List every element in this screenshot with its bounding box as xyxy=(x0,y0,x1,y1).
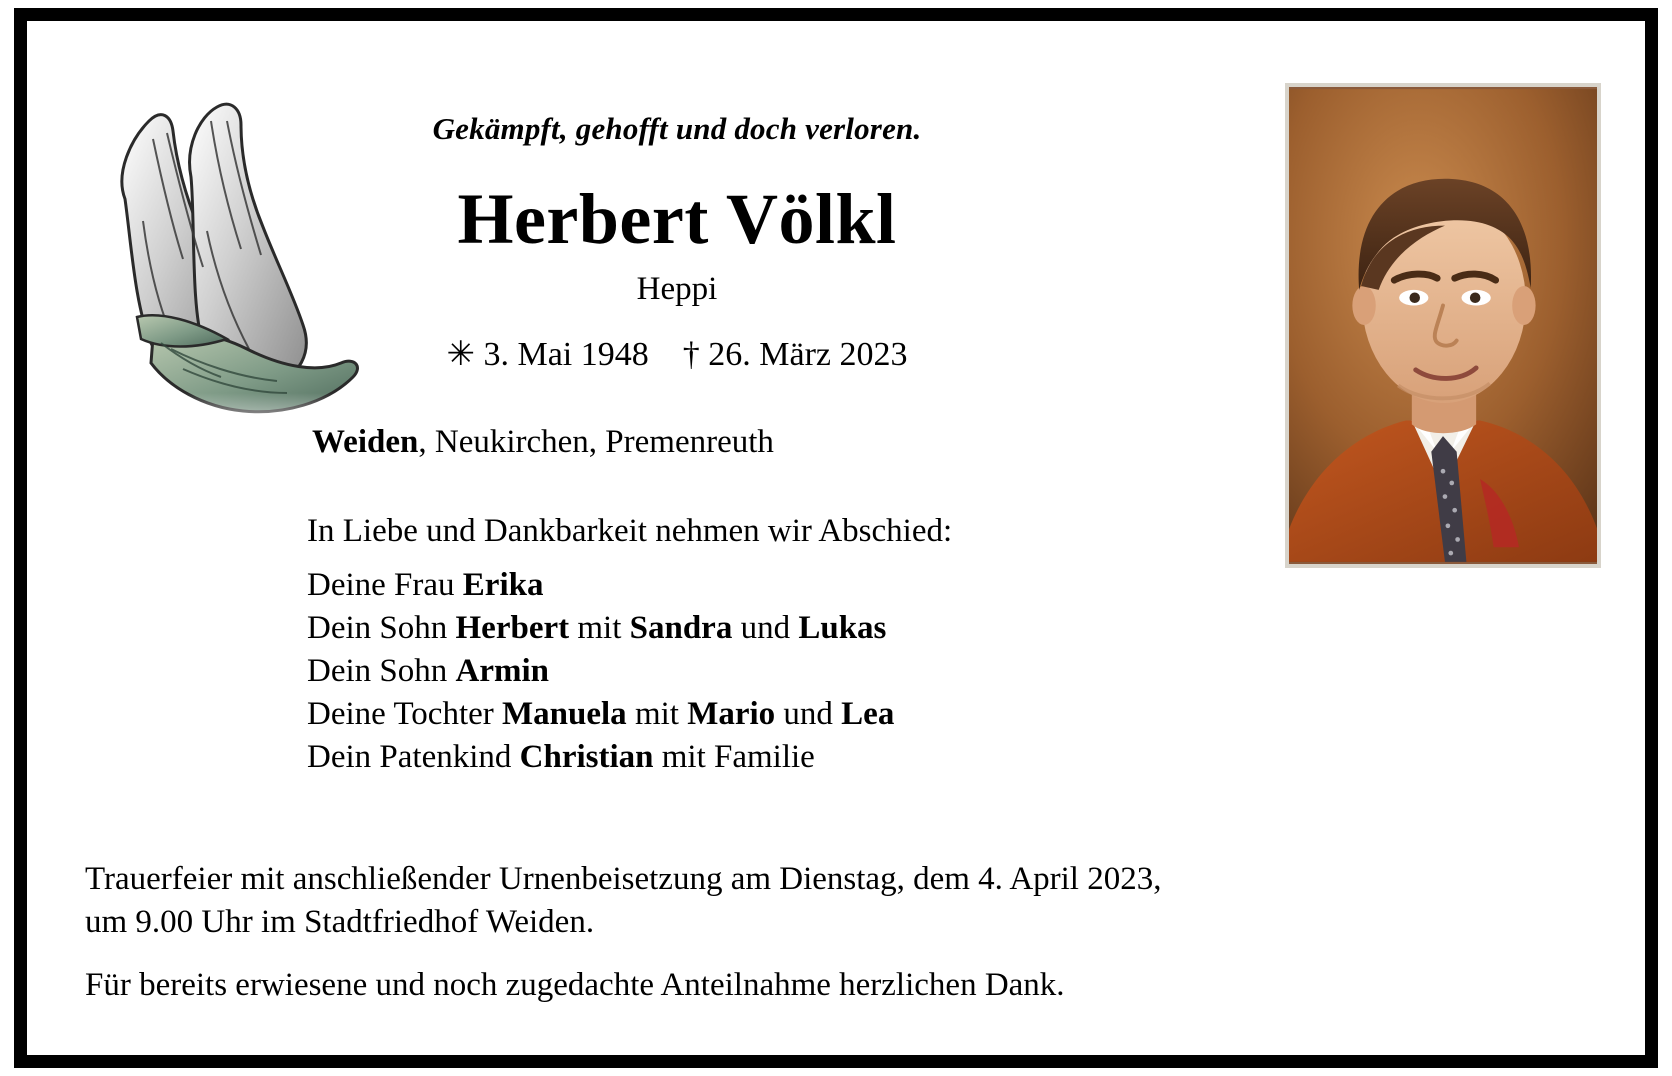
family-conj: und xyxy=(732,609,799,646)
family-name: Christian xyxy=(519,738,654,775)
family-prefix: Deine Tochter xyxy=(307,695,503,732)
family-list xyxy=(57,564,1197,778)
mourning-border xyxy=(14,8,1658,1068)
family-prefix: Dein Sohn xyxy=(307,609,456,646)
list-item xyxy=(307,736,1197,779)
family-name2: Sandra xyxy=(629,609,733,646)
family-name: Manuela xyxy=(502,695,627,732)
family-name2: Mario xyxy=(687,695,776,732)
service-details xyxy=(85,858,1593,1007)
family-name: Armin xyxy=(455,652,549,689)
list-item xyxy=(307,693,1197,736)
notice-content xyxy=(57,43,1623,1037)
list-item xyxy=(307,564,1197,607)
life-dates: ✳ 3. Mai 1948 † 26. März 2023 xyxy=(446,336,908,373)
deceased-nickname: Heppi xyxy=(636,271,718,307)
thanks-line: Für bereits erwiesene und noch zugedachte Anteilnahme herzlichen Dank. xyxy=(85,967,1065,1004)
family-name: Herbert xyxy=(455,609,570,646)
family-name3: Lea xyxy=(841,695,895,732)
motto-line: Gekämpft, gehofft und doch verloren. xyxy=(432,111,922,146)
family-middle: mit xyxy=(626,695,688,732)
family-prefix: Dein Sohn xyxy=(307,652,456,689)
family-prefix: Deine Frau xyxy=(307,567,463,603)
family-middle: mit xyxy=(569,609,630,646)
family-name3: Lukas xyxy=(798,609,887,646)
places-rest: , Neukirchen, Premenreuth xyxy=(418,424,774,460)
spacer xyxy=(85,944,1593,964)
portrait-photo xyxy=(1285,83,1601,568)
places-line xyxy=(57,424,1197,461)
service-line-2: um 9.00 Uhr im Stadtfriedhof Weiden. xyxy=(85,904,595,941)
deceased-name: Herbert Völkl xyxy=(457,179,897,259)
family-conj: und xyxy=(775,695,842,732)
place-primary: Weiden xyxy=(312,424,419,460)
service-line-1: Trauerfeier mit anschließender Urnenbeisetzung am Dienstag, dem 4. April 2023, xyxy=(85,861,1162,898)
notice-text-column xyxy=(57,43,1197,778)
list-item xyxy=(307,650,1197,693)
family-middle: mit Familie xyxy=(653,738,815,775)
list-item xyxy=(307,607,1197,650)
family-name: Erika xyxy=(462,567,544,603)
family-prefix: Dein Patenkind xyxy=(307,738,520,775)
farewell-intro: In Liebe und Dankbarkeit nehmen wir Abschied: xyxy=(307,513,953,549)
